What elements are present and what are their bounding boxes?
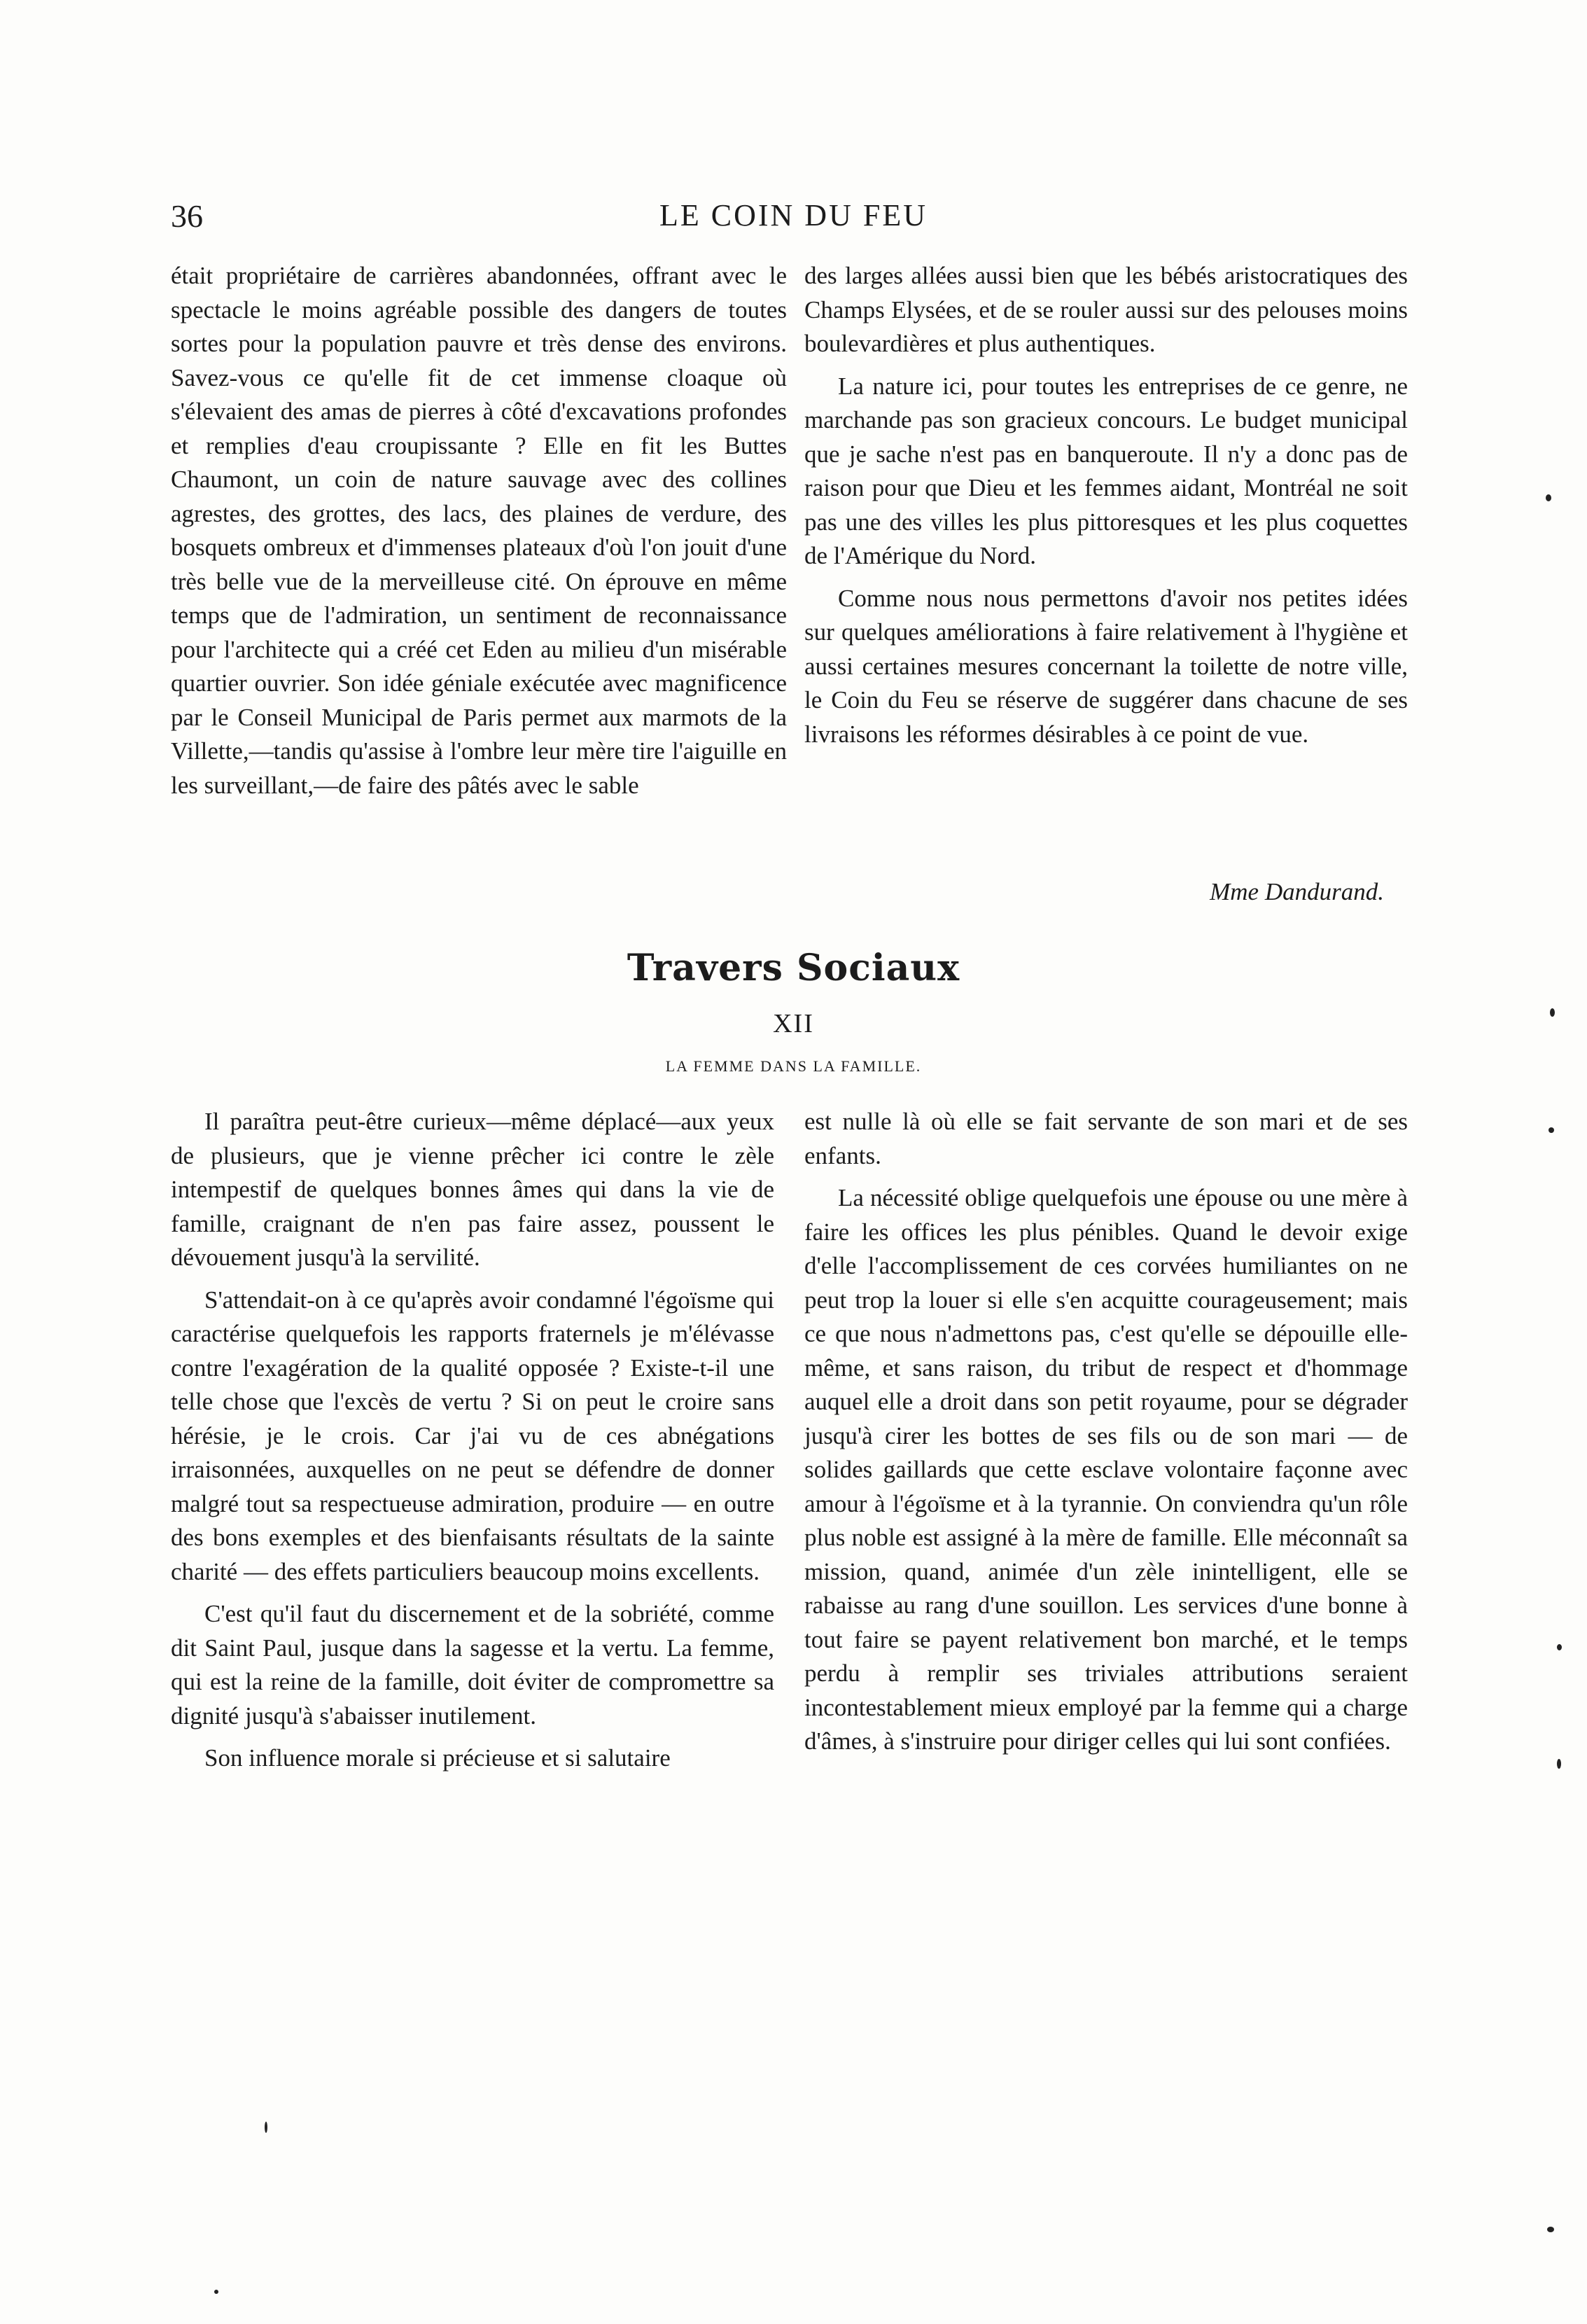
article2-column-right	[804, 1105, 1408, 1759]
scan-speck	[1550, 1008, 1555, 1017]
scan-speck	[1548, 1127, 1554, 1133]
page-number: 36	[171, 198, 203, 234]
section-subtitle: LA FEMME DANS LA FAMILLE.	[665, 1057, 922, 1075]
section-title: Travers Sociaux	[627, 947, 960, 989]
article1-column-left	[171, 259, 787, 802]
paragraph: Il paraîtra peut-être curieux—même déplacé—aux yeux de plusieurs, que je vienne prêcher ici contre le zèle intempestif de quelques bonnes âmes qui dans la vie de famille, craignant de n'en pas faire assez, poussent le dévouement jusqu'à la servilité.	[171, 1108, 774, 1271]
section-number: XII	[773, 1009, 814, 1038]
running-head: LE COIN DU FEU	[659, 198, 928, 232]
paragraph: des larges allées aussi bien que les bébés aristocratiques des Champs Elysées, et de se rouler aussi sur des pelouses moins boulevardières et plus authentiques.	[804, 262, 1408, 357]
article2-column-left	[171, 1105, 774, 1776]
paragraph: C'est qu'il faut du discernement et de la sobriété, comme dit Saint Paul, jusque dans la sagesse et la vertu. La femme, qui est la reine de la famille, doit éviter de compromettre sa dignité jusqu'à s'abaisser inutilement.	[171, 1600, 774, 1730]
paragraph: était propriétaire de carrières abandonnées, offrant avec le spectacle le moins agréable possible des dangers de toutes sortes pour la population pauvre et très dense des environs. Savez-vous ce qu'elle fit de cet immense cloaque où s'élevaient des amas de pierres à côté d'excavations profondes et remplies d'eau croupissante ? Elle en fit les Buttes Chaumont, un coin de nature sauvage avec des collines agrestes, des grottes, des lacs, des plaines de verdure, des bosquets ombreux et d'immenses plateaux d'où l'on jouit d'une très belle vue de la merveilleuse cité. On éprouve en même temps que de l'admiration, un sentiment de reconnaissance pour l'architecte qui a créé cet Eden au milieu d'un misérable quartier ouvrier. Son idée géniale exécutée avec magnificence par le Conseil Municipal de Paris permet aux marmots de la Villette,—tandis qu'assise à l'ombre leur mère tire l'aiguille en les surveillant,—de faire des pâtés avec le sable	[171, 262, 787, 799]
scan-speck	[1557, 1759, 1561, 1769]
scan-speck	[1547, 2227, 1554, 2232]
paragraph: La nécessité oblige quelquefois une épouse ou une mère à faire les offices les plus pénibles. Quand le devoir exige d'elle l'accomplissement de ces corvées humiliantes on ne peut trop la louer si elle s'en acquitte courageusement; mais ce que nous n'admettons pas, c'est qu'elle se dépouille elle-même, et sans raison, du tribut de respect et d'hommage auquel elle a droit dans son petit royaume, pour se dégrader jusqu'à cirer les bottes de ses fils ou de son mari — de solides gaillards que cette esclave volontaire façonne avec amour à l'égoïsme et à la tyrannie. On conviendra qu'un rôle plus noble est assigné à la mère de famille. Elle méconnaît sa mission, quand, animée d'un zèle inintelligent, elle se rabaisse au rang d'une souillon. Les services d'une bonne à tout faire se payent relativement bon marché, et le temps perdu à remplir ses triviales attributions seraient incontestablement mieux employé par la femme qui a charge d'âmes, à s'instruire pour diriger celles qui lui sont confiées.	[804, 1184, 1408, 1755]
scan-speck	[214, 2290, 218, 2294]
scan-speck	[1546, 494, 1551, 501]
paragraph: S'attendait-on à ce qu'après avoir condamné l'égoïsme qui caractérise quelquefois les rapports fraternels je m'élévasse contre l'exagération de la qualité opposée ? Existe-t-il une telle chose que l'excès de vertu ? Si on peut le croire sans hérésie, je le crois. Car j'ai vu de ces abnégations irraisonnées, auxquelles on ne peut se défendre de donner malgré tout sa respectueuse admiration, produire — en outre des bons exemples et des bienfaisants résultats de la sainte charité — des effets particuliers beaucoup moins excellents.	[171, 1286, 774, 1585]
paragraph: La nature ici, pour toutes les entreprises de ce genre, ne marchande pas son gracieux concours. Le budget municipal que je sache n'est pas en banqueroute. Il n'y a donc pas de raison pour que Dieu et les femmes aidant, Montréal ne soit pas une des villes les plus pittoresques et les plus coquettes de l'Amérique du Nord.	[804, 372, 1408, 569]
paragraph: est nulle là où elle se fait servante de son mari et de ses enfants.	[804, 1108, 1408, 1169]
paragraph: Son influence morale si précieuse et si salutaire	[204, 1744, 671, 1772]
article1-column-right	[804, 259, 1408, 751]
author-signature: Mme Dandurand.	[1210, 878, 1384, 905]
paragraph: Comme nous nous permettons d'avoir nos petites idées sur quelques améliorations à faire relativement à l'hygiène et aussi certaines mesures concernant la toilette de notre ville, le Coin du Feu se réserve de suggérer dans chacune de ses livraisons les réformes désirables à ce point de vue.	[804, 584, 1408, 748]
scan-speck	[1557, 1644, 1562, 1650]
scan-speck	[265, 2122, 267, 2133]
